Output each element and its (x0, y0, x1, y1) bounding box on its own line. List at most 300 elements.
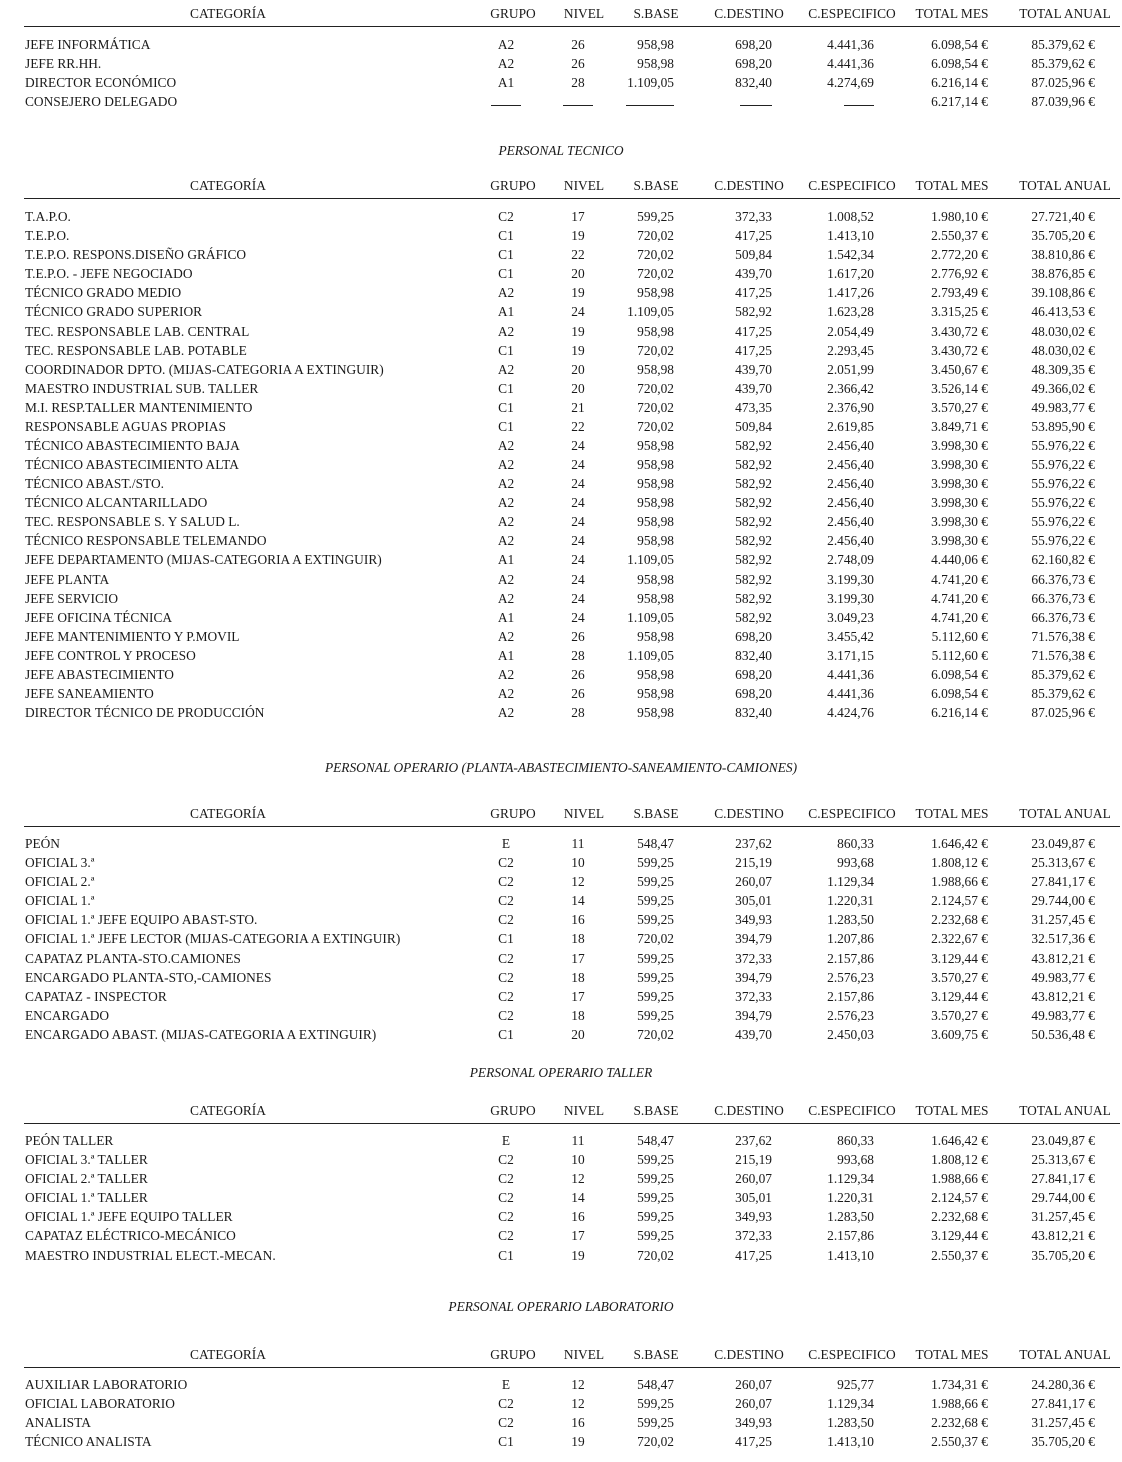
cell-cdestino: 582,92 (735, 457, 772, 472)
header-rule (24, 198, 1120, 199)
table-row (0, 94, 1122, 113)
cell-total-anual: 35.705,20 € (1031, 1247, 1095, 1263)
cell-total-anual: 85.379,62 € (1031, 666, 1095, 682)
header-sbase: S.BASE (633, 6, 679, 21)
table-row (0, 37, 1122, 56)
cell-total-anual: 85.379,62 € (1031, 56, 1095, 72)
cell-categoria: TÉCNICO GRADO SUPERIOR (25, 304, 203, 320)
cell-total-anual: 27.841,17 € (1031, 874, 1095, 890)
cell-grupo: A1 (497, 647, 515, 663)
table-row (0, 1209, 1122, 1228)
header-total-mes: TOTAL MES (915, 1103, 989, 1118)
cell-sbase: 720,02 (637, 266, 674, 282)
header-grupo: GRUPO (490, 6, 536, 21)
cell-total-mes: 3.129,44 € (931, 988, 988, 1004)
cell-total-mes: 6.098,54 € (931, 56, 988, 72)
table-row (0, 648, 1122, 667)
table-row (0, 1152, 1122, 1171)
cell-total-mes: 3.849,71 € (931, 418, 988, 434)
table-row (0, 228, 1122, 247)
cell-grupo (478, 94, 534, 110)
table-row (0, 1008, 1122, 1027)
cell-grupo: A2 (497, 285, 515, 301)
cell-nivel: 18 (571, 969, 585, 985)
table-row (0, 970, 1122, 989)
cell-nivel: 24 (571, 304, 585, 320)
cell-cespecifico: 2.456,40 (827, 476, 874, 492)
cell-total-anual: 31.257,45 € (1031, 912, 1095, 928)
cell-grupo: C2 (498, 1396, 514, 1412)
cell-sbase: 599,25 (637, 209, 674, 224)
cell-cespecifico: 4.441,36 (827, 56, 874, 72)
cell-cespecifico: 2.456,40 (827, 514, 874, 530)
cell-nivel: 24 (571, 495, 585, 511)
cell-total-mes: 1.988,66 € (931, 1396, 988, 1412)
header-total-anual: TOTAL ANUAL (1019, 1347, 1111, 1362)
cell-cespecifico: 925,77 (837, 1377, 874, 1392)
cell-total-anual: 66.376,73 € (1031, 590, 1095, 606)
cell-cdestino: 349,93 (735, 1415, 772, 1431)
table-row (0, 419, 1122, 438)
cell-categoria: AUXILIAR LABORATORIO (25, 1377, 188, 1392)
header-cdestino: C.DESTINO (714, 178, 784, 193)
cell-cdestino: 698,20 (735, 686, 772, 701)
cell-cespecifico: 4.424,76 (827, 705, 874, 721)
cell-grupo: C2 (498, 1415, 514, 1431)
cell-sbase: 958,98 (637, 686, 674, 701)
cell-categoria: PEÓN (25, 836, 60, 851)
cell-categoria: JEFE RR.HH. (25, 56, 102, 72)
cell-cespecifico: 2.366,42 (827, 380, 874, 396)
cell-cdestino: 372,33 (735, 988, 772, 1004)
cell-cdestino: 698,20 (735, 628, 772, 644)
cell-nivel: 19 (571, 323, 585, 339)
cell-total-anual: 35.705,20 € (1031, 1434, 1095, 1450)
cell-sbase: 1.109,05 (627, 609, 674, 625)
cell-sbase: 958,98 (637, 590, 674, 606)
cell-total-mes: 5.112,60 € (931, 628, 988, 644)
cell-total-mes: 2.124,57 € (931, 893, 988, 909)
cell-total-mes: 4.741,20 € (931, 571, 988, 587)
cell-total-anual: 23.049,87 € (1031, 1133, 1095, 1148)
cell-total-mes: 3.315,25 € (931, 304, 988, 320)
cell-grupo: C2 (498, 1190, 514, 1206)
cell-sbase: 599,25 (637, 988, 674, 1004)
cell-sbase: 599,25 (637, 969, 674, 985)
cell-cespecifico: 1.283,50 (827, 912, 874, 928)
cell-sbase: 958,98 (637, 514, 674, 530)
table-row (0, 667, 1122, 686)
header-categoria: CATEGORÍA (190, 1103, 266, 1118)
cell-cdestino: 372,33 (735, 209, 772, 224)
table-row (0, 591, 1122, 610)
cell-categoria: TÉCNICO GRADO MEDIO (25, 285, 182, 301)
header-nivel: NIVEL (563, 806, 605, 821)
cell-cdestino: 349,93 (735, 1209, 772, 1225)
cell-cespecifico: 2.456,40 (827, 438, 874, 453)
cell-total-mes: 1.646,42 € (931, 836, 988, 851)
cell-sbase: 958,98 (637, 705, 674, 721)
cell-nivel: 19 (571, 1247, 585, 1263)
header-cespecifico: C.ESPECIFICO (808, 806, 896, 821)
cell-cespecifico: 1.617,20 (827, 266, 874, 282)
cell-nivel: 20 (571, 361, 585, 377)
cell-total-mes: 3.998,30 € (931, 476, 988, 492)
cell-cespecifico: 3.171,15 (827, 647, 874, 663)
cell-sbase: 599,25 (637, 1171, 674, 1187)
cell-nivel: 10 (571, 855, 585, 871)
cell-categoria: JEFE CONTROL Y PROCESO (25, 647, 196, 663)
cell-total-mes: 2.776,92 € (931, 266, 988, 282)
cell-categoria: COORDINADOR DPTO. (MIJAS-CATEGORIA A EXTINGUIR) (25, 361, 384, 377)
cell-grupo: A2 (497, 56, 515, 72)
cell-nivel: 24 (571, 609, 585, 625)
cell-total-anual: 38.876,85 € (1031, 266, 1095, 282)
cell-cdestino: 582,92 (735, 609, 772, 625)
cell-nivel: 19 (571, 342, 585, 358)
cell-sbase: 599,25 (637, 1209, 674, 1225)
cell-total-mes: 2.124,57 € (931, 1190, 988, 1206)
cell-total-anual: 38.810,86 € (1031, 247, 1095, 263)
cell-cdestino: 417,25 (735, 323, 772, 339)
cell-cdestino: 394,79 (735, 1007, 772, 1023)
cell-sbase: 599,25 (637, 1228, 674, 1244)
header-rule (24, 26, 1120, 27)
table-header (0, 806, 1122, 825)
cell-total-anual: 55.976,22 € (1031, 533, 1095, 549)
cell-total-anual: 39.108,86 € (1031, 285, 1095, 301)
cell-nivel: 24 (571, 533, 585, 549)
cell-cespecifico: 2.456,40 (827, 533, 874, 549)
cell-nivel: 19 (571, 228, 585, 244)
cell-grupo: A2 (497, 666, 515, 682)
header-categoria: CATEGORÍA (190, 6, 266, 21)
cell-total-anual: 32.517,36 € (1031, 931, 1095, 947)
cell-sbase: 958,98 (637, 571, 674, 587)
table-row (0, 1027, 1122, 1046)
cell-cdestino: 372,33 (735, 950, 772, 966)
cell-cespecifico: 1.413,10 (827, 228, 874, 244)
cell-nivel: 26 (571, 666, 585, 682)
table-row (0, 572, 1122, 591)
table-row (0, 514, 1122, 533)
cell-grupo: A2 (497, 361, 515, 377)
cell-total-anual: 53.895,90 € (1031, 418, 1095, 434)
cell-grupo: C2 (498, 1007, 514, 1023)
cell-categoria: JEFE PLANTA (25, 571, 110, 587)
section-title: PERSONAL OPERARIO TALLER (469, 1065, 653, 1080)
cell-cdestino: 582,92 (735, 590, 772, 606)
cell-sbase: 958,98 (637, 457, 674, 472)
cell-total-mes: 3.998,30 € (931, 533, 988, 549)
header-cdestino: C.DESTINO (714, 806, 784, 821)
cell-total-anual: 87.025,96 € (1031, 705, 1095, 721)
cell-cespecifico: 2.619,85 (827, 418, 874, 434)
header-categoria: CATEGORÍA (190, 178, 266, 193)
cell-categoria: JEFE SERVICIO (25, 590, 119, 606)
cell-cdestino: 439,70 (735, 1026, 772, 1042)
cell-nivel: 17 (571, 950, 585, 966)
cell-total-anual: 23.049,87 € (1031, 836, 1095, 851)
table-row (0, 686, 1122, 705)
cell-total-anual: 50.536,48 € (1031, 1026, 1095, 1042)
cell-grupo: C2 (498, 1209, 514, 1225)
cell-total-mes: 6.216,14 € (931, 75, 988, 91)
cell-cdestino: 237,62 (735, 836, 772, 851)
cell-categoria: OFICIAL 1.ª JEFE EQUIPO ABAST-STO. (25, 912, 258, 928)
cell-categoria: TÉCNICO ABAST./STO. (25, 476, 165, 492)
table-row (0, 1415, 1122, 1434)
cell-categoria: DIRECTOR TÉCNICO DE PRODUCCIÓN (25, 705, 265, 721)
cell-cespecifico: 2.157,86 (827, 950, 874, 966)
cell-cespecifico (790, 94, 874, 110)
header-nivel: NIVEL (563, 1347, 605, 1362)
cell-cespecifico: 1.413,10 (827, 1247, 874, 1263)
table-row (0, 457, 1122, 476)
cell-cespecifico: 3.199,30 (827, 571, 874, 587)
cell-categoria: PEÓN TALLER (25, 1133, 114, 1148)
cell-nivel: 12 (571, 1377, 585, 1392)
table-row (0, 1434, 1122, 1453)
cell-grupo: C1 (498, 342, 514, 358)
cell-cdestino: 582,92 (735, 476, 772, 492)
table-row (0, 1396, 1122, 1415)
cell-grupo: C1 (498, 228, 514, 244)
cell-cdestino: 439,70 (735, 266, 772, 282)
cell-cespecifico: 4.441,36 (827, 37, 874, 52)
cell-total-anual: 49.983,77 € (1031, 969, 1095, 985)
cell-cdestino: 582,92 (735, 571, 772, 587)
cell-cdestino: 832,40 (735, 705, 772, 721)
cell-nivel: 14 (571, 1190, 585, 1206)
table-row (0, 495, 1122, 514)
cell-nivel: 16 (571, 912, 585, 928)
cell-nivel: 22 (571, 418, 585, 434)
cell-total-mes: 2.232,68 € (931, 912, 988, 928)
cell-cespecifico: 2.054,49 (827, 323, 874, 339)
cell-cdestino: 394,79 (735, 931, 772, 947)
cell-nivel: 18 (571, 931, 585, 947)
cell-nivel: 16 (571, 1415, 585, 1431)
cell-categoria: OFICIAL 1.ª (25, 893, 95, 909)
cell-nivel: 26 (571, 686, 585, 701)
cell-grupo: A1 (497, 304, 515, 320)
cell-cespecifico: 1.417,26 (827, 285, 874, 301)
cell-cdestino: 215,19 (735, 855, 772, 871)
cell-grupo: C1 (498, 1026, 514, 1042)
cell-cdestino: 439,70 (735, 361, 772, 377)
cell-sbase: 958,98 (637, 56, 674, 72)
header-cespecifico: C.ESPECIFICO (808, 1347, 896, 1362)
header-total-mes: TOTAL MES (915, 6, 989, 21)
table-row (0, 893, 1122, 912)
cell-grupo: E (501, 1377, 511, 1392)
cell-total-mes: 3.609,75 € (931, 1026, 988, 1042)
cell-nivel: 19 (571, 285, 585, 301)
cell-cdestino: 439,70 (735, 380, 772, 396)
table-row (0, 951, 1122, 970)
cell-total-anual: 87.039,96 € (1031, 94, 1095, 110)
cell-nivel: 10 (571, 1152, 585, 1168)
cell-sbase: 958,98 (637, 37, 674, 52)
cell-sbase: 958,98 (637, 533, 674, 549)
cell-categoria: JEFE INFORMÁTICA (25, 37, 151, 52)
cell-categoria: JEFE ABASTECIMIENTO (25, 666, 174, 682)
cell-nivel: 19 (571, 1434, 585, 1450)
table-row (0, 1190, 1122, 1209)
cell-categoria: CAPATAZ ELÉCTRICO-MECÁNICO (25, 1228, 236, 1244)
cell-categoria: JEFE DEPARTAMENTO (MIJAS-CATEGORIA A EXTINGUIR) (25, 552, 382, 568)
cell-grupo: C2 (498, 1152, 514, 1168)
section-title: PERSONAL TECNICO (498, 143, 624, 158)
cell-cespecifico: 2.051,99 (827, 361, 874, 377)
cell-cespecifico: 2.576,23 (827, 1007, 874, 1023)
cell-total-mes: 3.570,27 € (931, 1007, 988, 1023)
cell-nivel: 24 (571, 457, 585, 472)
header-total-anual: TOTAL ANUAL (1019, 6, 1111, 21)
cell-total-anual: 27.841,17 € (1031, 1396, 1095, 1412)
cell-cdestino: 832,40 (735, 647, 772, 663)
cell-grupo: A2 (497, 705, 515, 721)
cell-cespecifico: 2.157,86 (827, 1228, 874, 1244)
cell-total-mes: 2.793,49 € (931, 285, 988, 301)
cell-grupo: C2 (498, 893, 514, 909)
cell-grupo: A1 (497, 609, 515, 625)
cell-nivel: 26 (571, 56, 585, 72)
cell-grupo: C1 (498, 380, 514, 396)
header-nivel: NIVEL (563, 178, 605, 193)
table-row (0, 285, 1122, 304)
cell-total-anual: 48.030,02 € (1031, 323, 1095, 339)
cell-grupo: C2 (498, 1171, 514, 1187)
cell-cdestino: 417,25 (735, 285, 772, 301)
table-row (0, 874, 1122, 893)
cell-total-mes: 3.430,72 € (931, 323, 988, 339)
cell-categoria: OFICIAL 1.ª TALLER (25, 1190, 148, 1206)
cell-cdestino: 509,84 (735, 247, 772, 263)
cell-sbase: 720,02 (637, 931, 674, 947)
cell-cdestino: 473,35 (735, 399, 772, 415)
table-header (0, 6, 1122, 25)
cell-nivel: 11 (571, 1133, 585, 1148)
cell-grupo: A1 (497, 552, 515, 568)
cell-total-anual: 25.313,67 € (1031, 1152, 1095, 1168)
header-rule (24, 1367, 1120, 1368)
cell-total-mes: 3.129,44 € (931, 1228, 988, 1244)
table-row (0, 705, 1122, 724)
cell-nivel: 17 (571, 1228, 585, 1244)
table-row (0, 362, 1122, 381)
header-nivel: NIVEL (563, 1103, 605, 1118)
cell-total-anual: 43.812,21 € (1031, 988, 1095, 1004)
cell-total-anual: 29.744,00 € (1031, 893, 1095, 909)
cell-grupo: C2 (498, 988, 514, 1004)
cell-sbase: 720,02 (637, 380, 674, 396)
table-header (0, 178, 1122, 197)
cell-total-mes: 3.998,30 € (931, 438, 988, 453)
cell-sbase: 720,02 (637, 247, 674, 263)
cell-cdestino: 215,19 (735, 1152, 772, 1168)
cell-total-mes: 6.098,54 € (931, 686, 988, 701)
table-row (0, 855, 1122, 874)
table-row (0, 304, 1122, 323)
cell-cespecifico: 2.293,45 (827, 342, 874, 358)
cell-grupo: E (501, 1133, 511, 1148)
cell-total-anual: 71.576,38 € (1031, 647, 1095, 663)
cell-cespecifico: 1.220,31 (827, 1190, 874, 1206)
cell-total-mes: 3.570,27 € (931, 969, 988, 985)
cell-total-mes: 5.112,60 € (931, 647, 988, 663)
cell-sbase: 720,02 (637, 342, 674, 358)
cell-grupo: A2 (497, 438, 515, 453)
dash-mark (740, 105, 772, 106)
cell-total-mes: 4.741,20 € (931, 609, 988, 625)
cell-total-anual: 27.841,17 € (1031, 1171, 1095, 1187)
cell-cespecifico: 2.456,40 (827, 457, 874, 472)
cell-nivel: 26 (571, 37, 585, 52)
cell-categoria: T.E.P.O. RESPONS.DISEÑO GRÁFICO (25, 247, 247, 263)
cell-sbase: 720,02 (637, 228, 674, 244)
cell-nivel: 22 (571, 247, 585, 263)
cell-cdestino: 417,25 (735, 1247, 772, 1263)
cell-categoria: TEC. RESPONSABLE S. Y SALUD L. (25, 514, 240, 530)
cell-nivel: 11 (571, 836, 585, 851)
cell-total-mes: 3.998,30 € (931, 495, 988, 511)
cell-total-anual: 25.313,67 € (1031, 855, 1095, 871)
cell-cespecifico: 2.157,86 (827, 988, 874, 1004)
table-row (0, 1228, 1122, 1247)
cell-grupo: A2 (497, 533, 515, 549)
cell-total-mes: 3.430,72 € (931, 342, 988, 358)
cell-nivel: 21 (571, 399, 585, 415)
cell-total-anual: 48.030,02 € (1031, 342, 1095, 358)
cell-sbase: 1.109,05 (627, 304, 674, 320)
cell-nivel (552, 94, 604, 110)
cell-total-mes: 3.570,27 € (931, 399, 988, 415)
cell-grupo: C1 (498, 247, 514, 263)
cell-grupo: C2 (498, 209, 514, 224)
cell-sbase: 958,98 (637, 285, 674, 301)
cell-sbase: 548,47 (637, 836, 674, 851)
cell-sbase: 599,25 (637, 1396, 674, 1412)
header-nivel: NIVEL (563, 6, 605, 21)
cell-total-mes: 4.440,06 € (931, 552, 988, 568)
cell-cespecifico: 1.008,52 (827, 209, 874, 224)
cell-categoria: T.E.P.O. - JEFE NEGOCIADO (25, 266, 193, 282)
cell-categoria: OFICIAL 2.ª (25, 874, 95, 890)
cell-nivel: 16 (571, 1209, 585, 1225)
header-cdestino: C.DESTINO (714, 6, 784, 21)
cell-grupo: C2 (498, 950, 514, 966)
cell-nivel: 12 (571, 1171, 585, 1187)
cell-cdestino: 417,25 (735, 228, 772, 244)
header-total-anual: TOTAL ANUAL (1019, 806, 1111, 821)
cell-sbase: 720,02 (637, 399, 674, 415)
cell-total-mes: 6.098,54 € (931, 666, 988, 682)
cell-cespecifico: 993,68 (837, 1152, 874, 1168)
cell-cdestino (690, 94, 772, 110)
cell-total-anual: 31.257,45 € (1031, 1209, 1095, 1225)
table-row (0, 1377, 1122, 1396)
cell-cespecifico: 860,33 (837, 836, 874, 851)
cell-cespecifico: 860,33 (837, 1133, 874, 1148)
dash-mark (626, 105, 674, 106)
cell-categoria: TÉCNICO RESPONSABLE TELEMANDO (25, 533, 267, 549)
cell-cespecifico: 1.283,50 (827, 1209, 874, 1225)
cell-categoria: ANALISTA (25, 1415, 91, 1431)
cell-total-anual: 43.812,21 € (1031, 950, 1095, 966)
cell-nivel: 14 (571, 893, 585, 909)
